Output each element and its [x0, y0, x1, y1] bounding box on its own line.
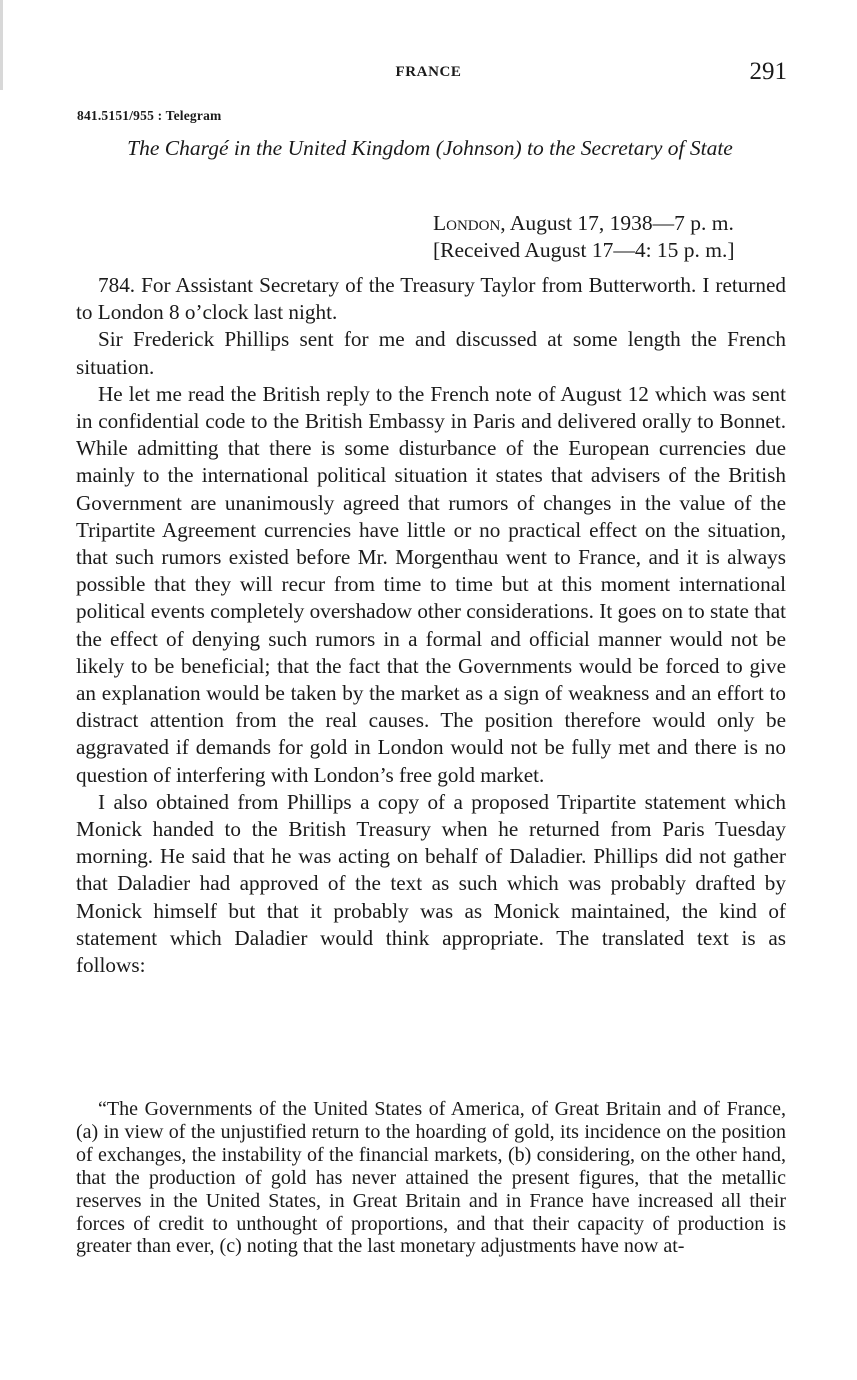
quoted-paragraph: “The Governments of the United States of America, of Great Britain and of France, (a) in view of the unjustified return to the hoarding of gold, its incidence on the position of exchanges, the instability of the financial markets, (b) considering, on the other hand, that the production of gold has never attained the present figures, that the metallic reserves in the United States, in Great Britain and in France have increased all their forces of credit to unthought of proportions, and that their capacity of production is greater than ever, (c) noting that the last monetary adjustments have now at-: [76, 1098, 786, 1258]
dateline-city: London: [433, 211, 501, 235]
dateline-date-time: , August 17, 1938—7 p. m.: [500, 211, 734, 235]
document-reference: 841.5151/955 : Telegram: [77, 108, 222, 123]
dateline: [433, 210, 735, 264]
paragraph: Sir Frederick Phillips sent for me and discussed at some length the French situation.: [76, 327, 786, 379]
page-number: 291: [749, 58, 787, 85]
running-head: [0, 60, 857, 88]
telegram-body: [76, 272, 786, 979]
paragraph: He let me read the British reply to the French note of August 12 which was sent in confidential code to the British Embassy in Paris and delivered orally to Bonnet. While admitting that there is some disturbance of the European currencies due mainly to the international political situation it states that advisers of the British Government are unanimously agreed that rumors of changes in the value of the Tripartite Agreement currencies have little or no practical effect on the situation, that such rumors existed before Mr. Morgenthau went to France, and it is always possible that they will recur from time to time but at this moment international political events completely overshadow other considerations. It goes on to state that the effect of denying such rumors in a formal and official manner would not be likely to be beneficial; that the fact that the Governments would be forced to give an explanation would be taken by the market as a sign of weakness and an effort to distract attention from the real causes. The position therefore would only be aggravated if demands for gold in London would not be fully met and there is no question of interfering with London’s free gold market.: [76, 381, 786, 787]
paragraph: I also obtained from Phillips a copy of a proposed Tripartite statement which Monick handed to the British Treasury when he returned from Paris Tuesday morning. He said that he was acting on behalf of Daladier. Phillips did not gather that Daladier had approved of the text as such which was probably drafted by Monick himself but that it probably was as Monick maintained, the kind of statement which Daladier would think appropriate. The translated text is as follows:: [76, 789, 786, 978]
quoted-statement: [76, 1098, 786, 1258]
dateline-received: [Received August 17—4: 15 p. m.]: [433, 238, 735, 262]
running-title: FRANCE: [395, 64, 462, 80]
document-heading: The Chargé in the United Kingdom (Johnson) to the Secretary of State: [127, 136, 733, 160]
dateline-sent: [433, 210, 735, 237]
paragraph: 784. For Assistant Secretary of the Treasury Taylor from Butterworth. I returned to London 8 o’clock last night.: [76, 273, 786, 325]
